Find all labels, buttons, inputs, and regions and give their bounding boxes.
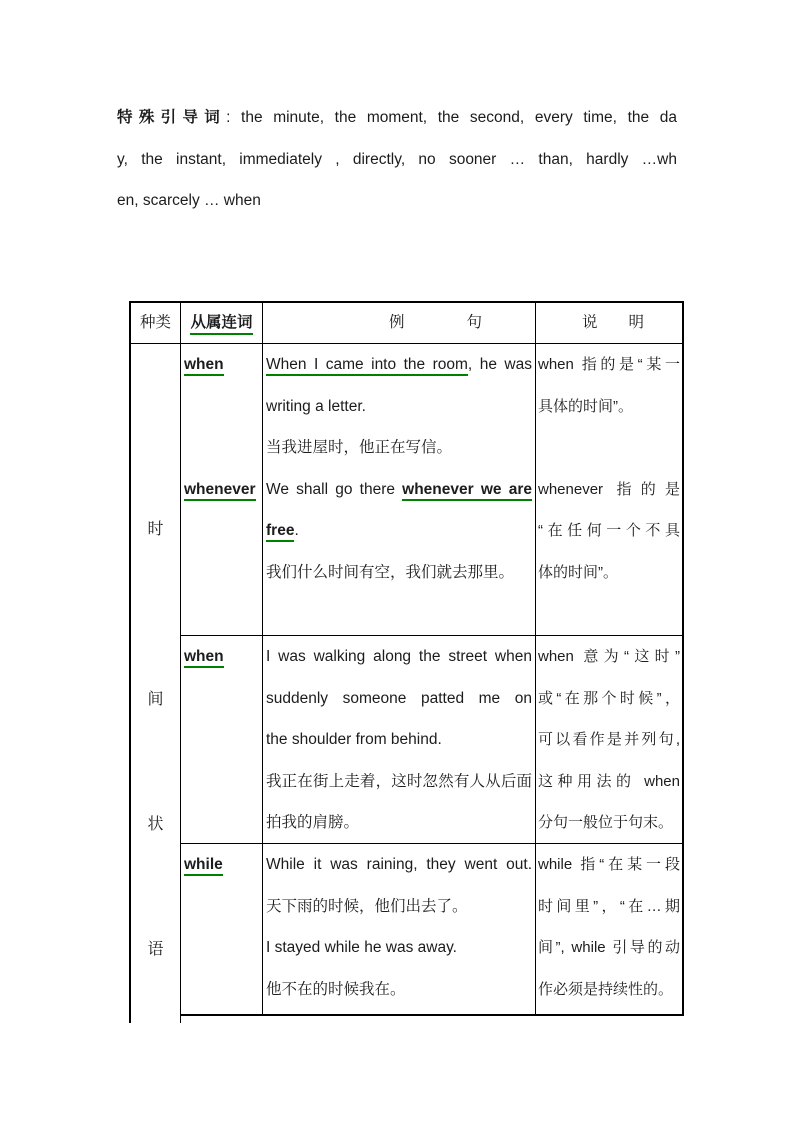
- table-header-row: [131, 303, 684, 344]
- text-line: [266, 719, 532, 761]
- text-segment: 我正在街上走着，这时忽然有人从后面: [266, 772, 532, 790]
- text-segment: 具体的时间”。: [538, 397, 633, 415]
- table-row: [181, 636, 682, 844]
- note-cell: [536, 344, 682, 469]
- text-segment: suddenly someone patted me on: [266, 689, 532, 707]
- table-row: [181, 844, 682, 1014]
- table-subrow: [181, 344, 682, 469]
- text-line: [266, 886, 532, 928]
- conjunction-label: when: [184, 356, 224, 376]
- text-segment: writing a letter.: [266, 397, 366, 415]
- text-segment: 作必须是持续性的。: [538, 980, 674, 998]
- text-segment: 分句一般位于句末。: [538, 814, 674, 831]
- text-line: [538, 844, 680, 886]
- text-line: [117, 97, 677, 139]
- conjunction-label: while: [184, 856, 223, 876]
- text-segment: the shoulder from behind.: [266, 731, 442, 748]
- table-subrow: [181, 844, 682, 1014]
- text-line: [538, 552, 680, 594]
- text-segment: : the minute, the moment, the second, every time, the da: [226, 109, 677, 126]
- text-line: [538, 636, 680, 678]
- underlined-text-segment: When I came into the room: [266, 356, 468, 376]
- table-body: [131, 344, 684, 1023]
- text-line: [266, 552, 532, 594]
- text-line: [538, 510, 680, 552]
- category-char: 时: [147, 521, 164, 538]
- text-line: [266, 969, 532, 1011]
- text-line: [538, 886, 680, 928]
- category-column: [131, 344, 181, 1023]
- example-cell: [263, 344, 536, 469]
- text-segment: while 指“在某一段: [538, 856, 680, 873]
- text-segment: , he was: [467, 356, 532, 373]
- text-segment: when 指的是“某一: [538, 356, 680, 373]
- underlined-text-segment: whenever we are: [402, 481, 532, 501]
- text-line: [117, 139, 677, 181]
- text-segment: 体的时间”。: [538, 563, 618, 581]
- category-char: 状: [147, 816, 164, 833]
- note-cell: [536, 844, 682, 1014]
- conjunction-grammar-table: [129, 301, 684, 1023]
- text-line: [266, 761, 532, 803]
- text-line: [266, 636, 532, 678]
- text-line: [538, 969, 680, 1011]
- text-line: [266, 678, 532, 720]
- note-cell: [536, 636, 682, 844]
- header-example: 例 句: [263, 303, 536, 343]
- conjunction-cell: [181, 469, 263, 636]
- text-segment: 他不在的时候我在。: [266, 980, 406, 998]
- text-line: [538, 469, 680, 511]
- text-line: [538, 761, 680, 803]
- example-cell: [263, 844, 536, 1014]
- header-category: 种类: [131, 303, 181, 343]
- text-segment: 我们什么时间有空，我们就去那里。: [266, 563, 515, 581]
- text-segment: I stayed while he was away.: [266, 939, 457, 956]
- text-segment: While it was raining, they went out.: [266, 856, 532, 873]
- text-segment: 或“在那个时候”，: [538, 689, 680, 707]
- header-note: 说 明: [582, 314, 645, 331]
- header-conjunction: [181, 303, 263, 343]
- example-cell: [263, 636, 536, 844]
- table-rows: [181, 344, 684, 1016]
- text-line: [538, 386, 680, 428]
- text-segment: 拍我的肩膀。: [266, 814, 360, 831]
- text-segment: 时间里”，“在…期: [538, 897, 680, 915]
- text-segment: 可以看作是并列句,: [538, 731, 680, 748]
- text-line: [266, 427, 532, 469]
- text-segment: when 意为“这时”: [538, 648, 680, 665]
- table-row: [181, 344, 682, 636]
- conjunction-cell: [181, 344, 263, 469]
- text-line: [266, 469, 532, 511]
- text-segment: 天下雨的时候，他们出去了。: [266, 897, 468, 915]
- note-cell: [536, 469, 682, 636]
- text-line: [538, 927, 680, 969]
- category-char: 间: [147, 691, 164, 708]
- text-segment: en, scarcely … when: [117, 192, 261, 209]
- underlined-text-segment: free: [266, 522, 294, 542]
- text-line: [538, 802, 680, 844]
- text-segment: We shall go there: [266, 480, 403, 498]
- text-line: [538, 719, 680, 761]
- text-segment: whenever 指的是: [538, 480, 680, 498]
- example-cell: [263, 469, 536, 636]
- text-line: [266, 510, 532, 552]
- text-segment: 这种用法的 when: [538, 772, 680, 790]
- text-segment: “在任何一个不具: [538, 522, 680, 539]
- table-subrow: [181, 469, 682, 636]
- text-line: [538, 678, 680, 720]
- text-segment: 特殊引导词: [117, 109, 227, 126]
- text-line: [266, 844, 532, 886]
- text-line: [266, 386, 532, 428]
- intro-paragraph: [117, 97, 677, 222]
- conjunction-cell: [181, 636, 263, 844]
- conjunction-cell: [181, 844, 263, 1014]
- text-segment: .: [294, 522, 299, 539]
- text-line: [266, 344, 532, 386]
- text-line: [266, 927, 532, 969]
- text-line: [266, 802, 532, 844]
- text-segment: 当我进屋时，他正在写信。: [266, 439, 453, 456]
- table-subrow: [181, 636, 682, 844]
- text-line: [538, 344, 680, 386]
- text-segment: 间”, while 引导的动: [538, 939, 680, 956]
- text-segment: y, the instant, immediately , directly, no sooner … than, hardly …wh: [117, 150, 677, 168]
- conjunction-label: whenever: [184, 481, 256, 501]
- text-line: [117, 180, 677, 222]
- text-segment: I was walking along the street when: [266, 648, 532, 665]
- conjunction-label: when: [184, 648, 224, 668]
- category-char: 语: [147, 941, 164, 958]
- header-conjunction-label: 从属连词: [190, 314, 252, 335]
